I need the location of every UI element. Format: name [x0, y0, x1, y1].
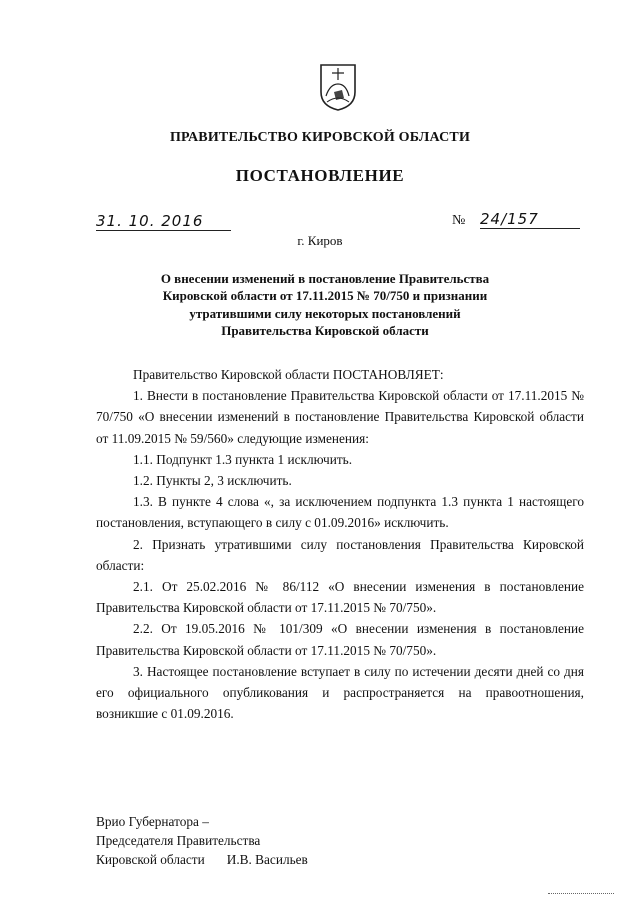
body-paragraph: 2.1. От 25.02.2016 № 86/112 «О внесении изменения в постановление Правительства Кировской области от 17.11.2015 № 70/750». [96, 579, 584, 616]
subject-line: Правительства Кировской области [221, 322, 429, 338]
city: г. Киров [297, 233, 343, 248]
body-paragraph: Правительство Кировской области ПОСТАНОВЛЯЕТ: [133, 367, 444, 382]
signature-line: Председателя Правительства [96, 833, 261, 848]
coat-of-arms-icon [318, 62, 358, 112]
footer-mark [548, 893, 614, 894]
organization-title: ПРАВИТЕЛЬСТВО КИРОВСКОЙ ОБЛАСТИ [169, 130, 471, 145]
body-paragraph: 1.1. Подпункт 1.3 пункта 1 исключить. [133, 451, 353, 467]
body-paragraph: 1. Внести в постановление Правительства Кировской области от 17.11.2015 № 70/750 «О внесении изменений в постановление Правительства Кировской области от 11.09.2015 № 59/560» следующие изменения: [96, 388, 584, 446]
signature-line-region [96, 850, 308, 869]
document-subject [120, 270, 530, 339]
body-paragraph: 1.3. В пункте 4 слова «, за исключением подпункта 1.3 пункта 1 настоящего постановления, вступающего в силу с 01.09.2016» исключить. [96, 494, 584, 531]
document-type: ПОСТАНОВЛЕНИЕ [235, 166, 405, 185]
body-paragraph: 3. Настоящее постановление вступает в силу по истечении десяти дней со дня его официального опубликования и распространяется на правоотношения, возникшие с 01.09.2016. [96, 663, 584, 722]
signatory-name: И.В. Васильев [226, 852, 308, 867]
body-paragraph: 1.2. Пункты 2, 3 исключить. [133, 473, 292, 489]
body-paragraph: 2.2. От 19.05.2016 № 101/309 «О внесении изменения в постановление Правительства Кировской области от 17.11.2015 № 70/750». [96, 621, 584, 658]
body-paragraph: 2. Признать утратившими силу постановления Правительства Кировской области: [96, 536, 584, 573]
subject-line: О внесении изменений в постановление Правительства [160, 271, 490, 286]
document-date: 31. 10. 2016 [96, 213, 231, 231]
signature-block [96, 812, 308, 869]
subject-line: утратившими силу некоторых постановлений [189, 305, 461, 321]
signature-line: Врио Губернатора – [96, 814, 209, 829]
document-number: 24/157 [480, 211, 580, 229]
number-sign: № [452, 213, 466, 228]
document-body [96, 364, 584, 724]
subject-line: Кировской области от 17.11.2015 № 70/750 и признании [162, 288, 488, 304]
signature-line: Кировской области [96, 852, 205, 867]
